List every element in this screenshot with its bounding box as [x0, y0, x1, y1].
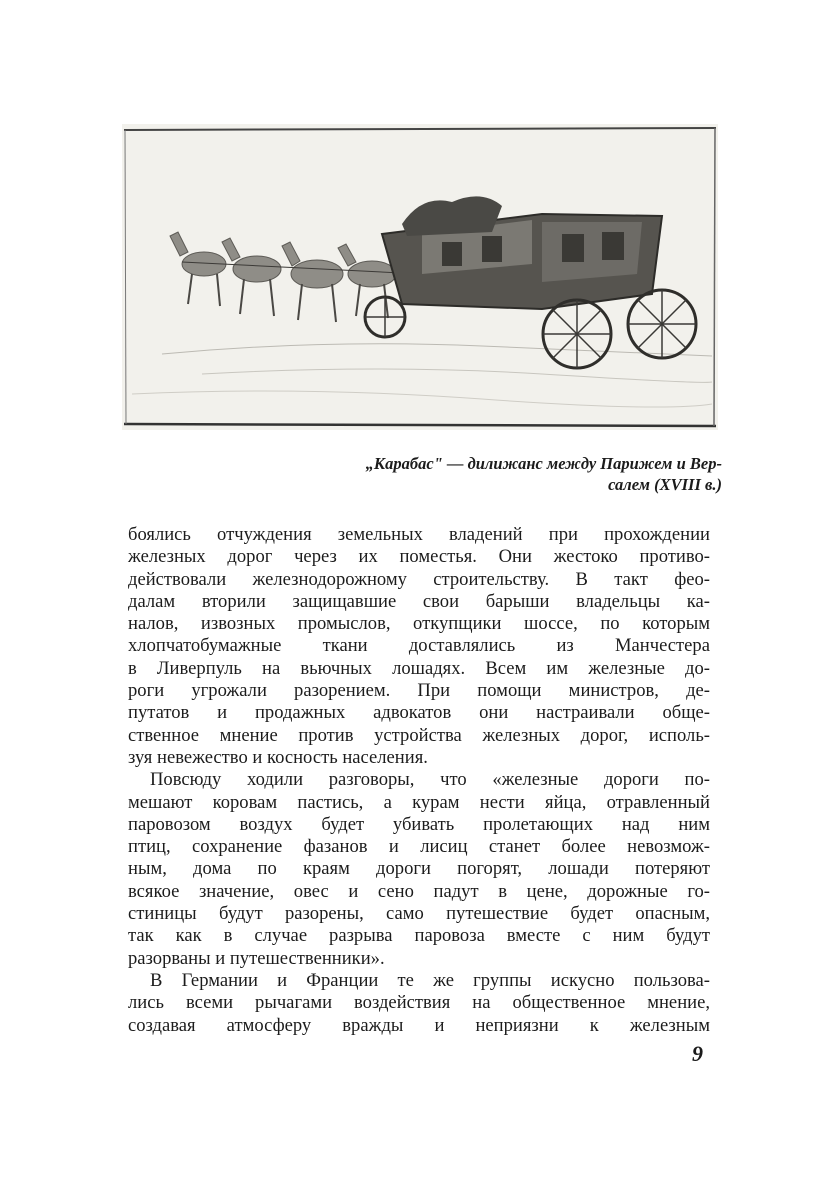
- page-number: 9: [692, 1041, 703, 1066]
- text-line: мешают коровам пастись, а курам нести яйца, отравленный: [128, 791, 710, 813]
- text-line: так как в случае разрыва паровоза вместе с ним будут: [128, 925, 710, 947]
- text-line: птиц, сохранение фазанов и лисиц станет более невозмож-: [128, 836, 710, 858]
- text-line: лись всеми рычагами воздействия на общественное мнение,: [128, 992, 710, 1014]
- paragraph: [128, 524, 710, 769]
- text-line: в Ливерпуль на вьючных лошадях. Всем им железные до-: [128, 657, 710, 679]
- text-line: В Германии и Франции те же группы искусно пользова-: [150, 969, 710, 991]
- text-line: роги угрожали разорением. При помощи министров, де-: [128, 680, 710, 702]
- caption-line: салем (XVIII в.): [608, 475, 722, 494]
- text-line: стиницы будут разорены, само путешествие будет опасным,: [128, 903, 710, 925]
- figure-caption: [280, 453, 722, 495]
- text-line: действовали железнодорожному строительству. В такт фео-: [128, 568, 710, 590]
- text-line: железных дорог через их поместья. Они жестоко противо-: [128, 546, 710, 568]
- text-line: далам вторили защищавшие свои барыши владельцы ка-: [128, 590, 710, 612]
- body-text: [128, 524, 710, 1037]
- carriage-drawing: [122, 124, 718, 430]
- text-line: Повсюду ходили разговоры, что «железные дороги по-: [150, 769, 710, 791]
- text-line: боялись отчуждения земельных владений при прохождении: [128, 524, 710, 545]
- text-line: путатов и продажных адвокатов они настраивали обще-: [128, 702, 710, 724]
- text-line: паровозом воздух будет убивать пролетающих над ним: [128, 813, 710, 835]
- caption-line: „Карабас" — дилижанс между Парижем и Вер-: [365, 454, 722, 473]
- text-line: разорваны и путешественники».: [128, 947, 385, 969]
- text-line: ственное мнение против устройства железных дорог, исполь-: [128, 724, 710, 746]
- carriage-illustration: [122, 124, 718, 430]
- text-line: всякое значение, овес и сено падут в цене, дорожные го-: [128, 880, 710, 902]
- paragraph: [128, 970, 710, 1037]
- paragraph: [128, 769, 710, 970]
- text-line: ным, дома по краям дороги погорят, лошади потеряют: [128, 858, 710, 880]
- text-line: создавая атмосферу вражды и неприязни к железным: [128, 1014, 710, 1036]
- text-line: хлопчатобумажные ткани доставлялись из Манчестера: [128, 635, 710, 657]
- text-line: налов, извозных промыслов, откупщики шоссе, по которым: [128, 613, 710, 635]
- text-line: зуя невежество и косность населения.: [128, 746, 428, 768]
